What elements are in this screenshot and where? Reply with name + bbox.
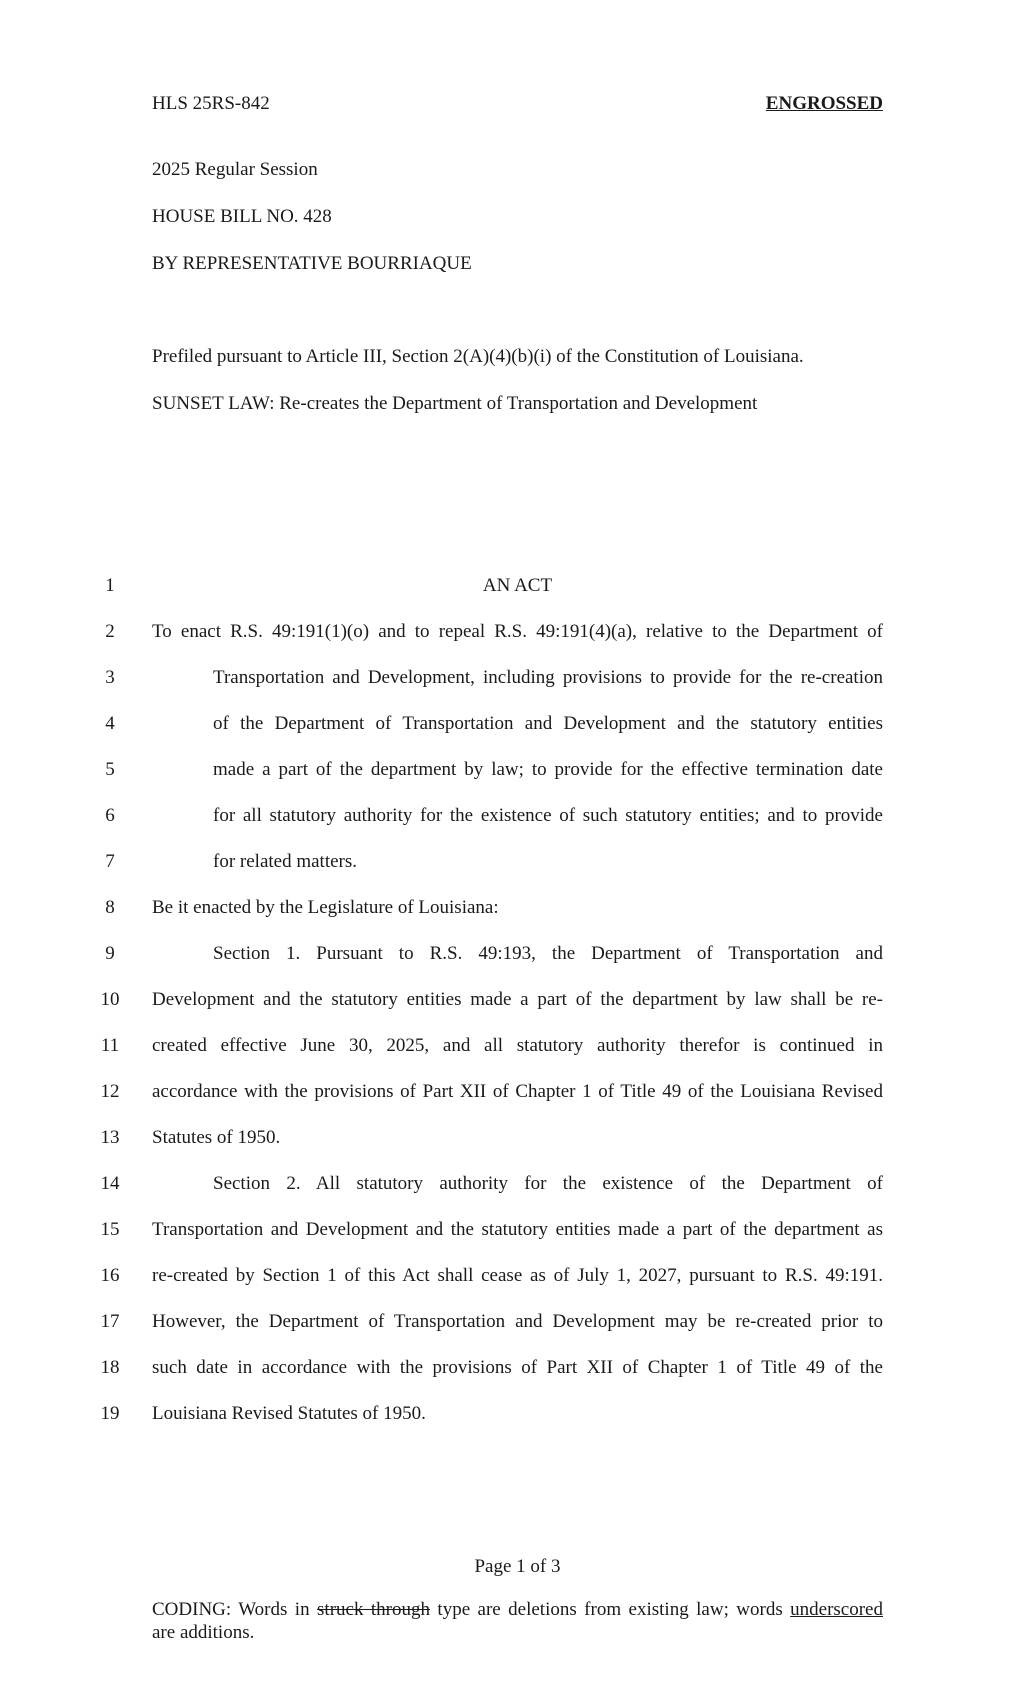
line-number: 3 (105, 667, 115, 688)
line-number: 5 (105, 759, 115, 780)
bill-line (0, 663, 1024, 693)
bill-line (0, 755, 1024, 785)
line-text: made a part of the department by law; to provide for the effective termination date (213, 759, 883, 780)
bill-line (0, 709, 1024, 739)
line-text: accordance with the provisions of Part XII of Chapter 1 of Title 49 of the Louisiana Revised (152, 1081, 883, 1102)
bill-line (0, 1399, 1024, 1429)
line-number: 6 (105, 805, 115, 826)
coding-note (152, 1598, 883, 1644)
act-title: AN ACT (482, 575, 553, 596)
line-number: 9 (105, 943, 115, 964)
line-number: 13 (100, 1127, 120, 1148)
coding-line-2: are additions. (152, 1622, 255, 1643)
bill-line (0, 1215, 1024, 1245)
bill-line (0, 571, 1024, 601)
line-text: of the Department of Transportation and Development and the statutory entities (213, 713, 883, 734)
coding-mid: type are deletions from existing law; words (429, 1599, 791, 1620)
line-text: for all statutory authority for the existence of such statutory entities; and to provide (213, 805, 883, 826)
bill-line (0, 893, 1024, 923)
bill-line (0, 1077, 1024, 1107)
bill-line (0, 1353, 1024, 1383)
bill-id: HLS 25RS-842 (152, 93, 270, 114)
bill-line (0, 617, 1024, 647)
bill-line (0, 1169, 1024, 1199)
line-number: 1 (105, 575, 115, 596)
bill-subject: SUNSET LAW: Re-creates the Department of Transportation and Development (152, 393, 758, 414)
bill-number: HOUSE BILL NO. 428 (152, 206, 332, 227)
bill-line (0, 1031, 1024, 1061)
line-text: created effective June 30, 2025, and all statutory authority therefor is continued in (152, 1035, 883, 1056)
coding-underscored-example: underscored (790, 1599, 883, 1620)
line-text: such date in accordance with the provisions of Part XII of Chapter 1 of Title 49 of the (152, 1357, 883, 1378)
bill-line (0, 847, 1024, 877)
line-text: for related matters. (213, 851, 358, 872)
line-text: re-created by Section 1 of this Act shall cease as of July 1, 2027, pursuant to R.S. 49:191. (152, 1265, 883, 1286)
bill-status: ENGROSSED (765, 93, 883, 114)
line-number: 2 (105, 621, 115, 642)
line-text: Transportation and Development, including provisions to provide for the re-creation (213, 667, 883, 688)
line-number: 15 (100, 1219, 120, 1240)
line-number: 10 (100, 989, 120, 1010)
line-text: Transportation and Development and the statutory entities made a part of the department as (152, 1219, 883, 1240)
line-number: 14 (100, 1173, 120, 1194)
line-text: Statutes of 1950. (152, 1127, 281, 1148)
line-text: Section 1. Pursuant to R.S. 49:193, the Department of Transportation and (213, 943, 883, 964)
bill-line (0, 1307, 1024, 1337)
line-text: Louisiana Revised Statutes of 1950. (152, 1403, 426, 1424)
line-text: Development and the statutory entities made a part of the department by law shall be re- (152, 989, 883, 1010)
line-text: Section 2. All statutory authority for the existence of the Department of (213, 1173, 883, 1194)
line-number: 19 (100, 1403, 120, 1424)
line-text: To enact R.S. 49:191(1)(o) and to repeal R.S. 49:191(4)(a), relative to the Department of (152, 621, 883, 642)
prefiled-note: Prefiled pursuant to Article III, Section 2(A)(4)(b)(i) of the Constitution of Louisiana. (152, 346, 804, 367)
bill-line (0, 801, 1024, 831)
coding-struck-example: struck through (317, 1599, 430, 1620)
coding-line-1 (152, 1598, 883, 1621)
line-number: 12 (100, 1081, 120, 1102)
bill-line (0, 939, 1024, 969)
coding-prefix: CODING: Words in (152, 1599, 318, 1620)
bill-line (0, 1123, 1024, 1153)
line-number: 4 (105, 713, 115, 734)
bill-line (0, 985, 1024, 1015)
line-number: 17 (100, 1311, 120, 1332)
session: 2025 Regular Session (152, 159, 318, 180)
page-number: Page 1 of 3 (474, 1556, 561, 1577)
line-number: 18 (100, 1357, 120, 1378)
author: BY REPRESENTATIVE BOURRIAQUE (152, 253, 472, 274)
line-number: 7 (105, 851, 115, 872)
line-text: Be it enacted by the Legislature of Louisiana: (152, 897, 499, 918)
bill-line (0, 1261, 1024, 1291)
line-number: 16 (100, 1265, 120, 1286)
line-text: However, the Department of Transportation and Development may be re-created prior to (152, 1311, 883, 1332)
line-number: 11 (100, 1035, 120, 1056)
line-number: 8 (105, 897, 115, 918)
